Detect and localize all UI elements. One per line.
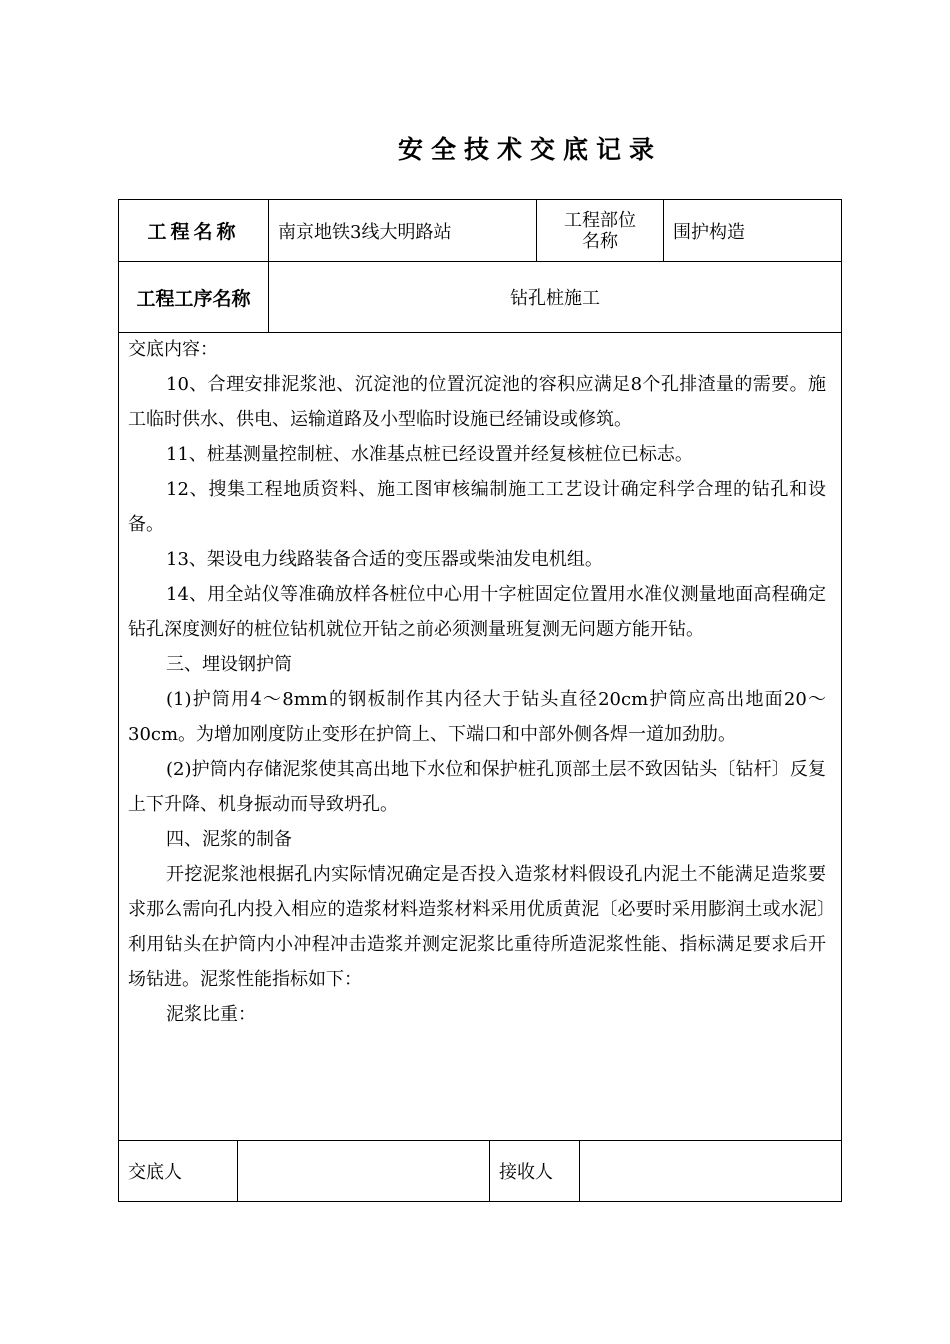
table-border-left	[118, 199, 119, 1202]
process-name-value: 钻孔桩施工	[510, 288, 600, 309]
part-name-label	[537, 200, 663, 261]
content-paragraph: 10、合理安排泥浆池、沉淀池的位置沉淀池的容积应满足8个孔排渣量的需要。施工临时供水、供电、运输道路及小型临时设施已经铺设或修筑。	[128, 374, 826, 430]
project-name-value: 南京地铁3线大明路站	[278, 221, 452, 243]
section-heading: 三、埋设钢护筒	[166, 654, 292, 675]
content-paragraph: 14、用全站仪等准确放样各桩位中心用十字桩固定位置用水准仪测量地面高程确定钻孔深度测好的桩位钻机就位开钻之前必须测量班复测无问题方能开钻。	[128, 584, 826, 640]
content-paragraph: 泥浆比重：	[166, 1004, 256, 1025]
part-name-value: 围护构造	[673, 221, 745, 243]
part-name-label-line2: 名称	[582, 230, 618, 252]
content-paragraph: (1)护筒用4～8mm的钢板制作其内径大于钻头直径20cm护筒应高出地面20～30cm。为增加刚度防止变形在护筒上、下端口和中部外侧各焊一道加劲肋。	[128, 689, 826, 745]
table-divider-footer-col2	[489, 1140, 490, 1202]
table-divider-col3	[663, 199, 664, 262]
table-border-right	[841, 199, 842, 1202]
content-heading: 交底内容：	[128, 339, 218, 360]
content-paragraph: 13、架设电力线路装备合适的变压器或柴油发电机组。	[166, 549, 603, 570]
content-paragraph: 11、桩基测量控制桩、水准基点桩已经设置并经复核桩位已标志。	[166, 444, 693, 465]
disclosure-content	[128, 332, 826, 1032]
discloser-value	[238, 1141, 489, 1201]
content-paragraph: 开挖泥浆池根据孔内实际情况确定是否投入造浆材料假设孔内泥土不能满足造浆要求那么需向孔内投入相应的造浆材料造浆材料采用优质黄泥〔必要时采用膨润土或水泥〕利用钻头在护筒内小冲程冲击造浆并测定泥浆比重待所造泥浆性能、指标满足要求后开场钻进。泥浆性能指标如下：	[128, 864, 826, 990]
project-name-label: 工程名称	[147, 221, 240, 243]
process-name-label: 工程工序名称	[136, 287, 251, 310]
content-paragraph: 12、搜集工程地质资料、施工图审核编制施工工艺设计确定科学合理的钻孔和设备。	[128, 479, 826, 535]
document-title: 安全技术交底记录	[397, 135, 662, 164]
discloser-label: 交底人	[128, 1162, 182, 1183]
receiver-value	[580, 1141, 841, 1201]
receiver-label: 接收人	[499, 1162, 553, 1183]
section-heading: 四、泥浆的制备	[166, 829, 292, 850]
content-paragraph: (2)护筒内存储泥浆使其高出地下水位和保护桩孔顶部土层不致因钻头〔钻杆〕反复上下升降、机身振动而导致坍孔。	[128, 759, 826, 815]
part-name-label-line1: 工程部位	[564, 209, 636, 231]
table-border-bottom	[118, 1201, 842, 1202]
